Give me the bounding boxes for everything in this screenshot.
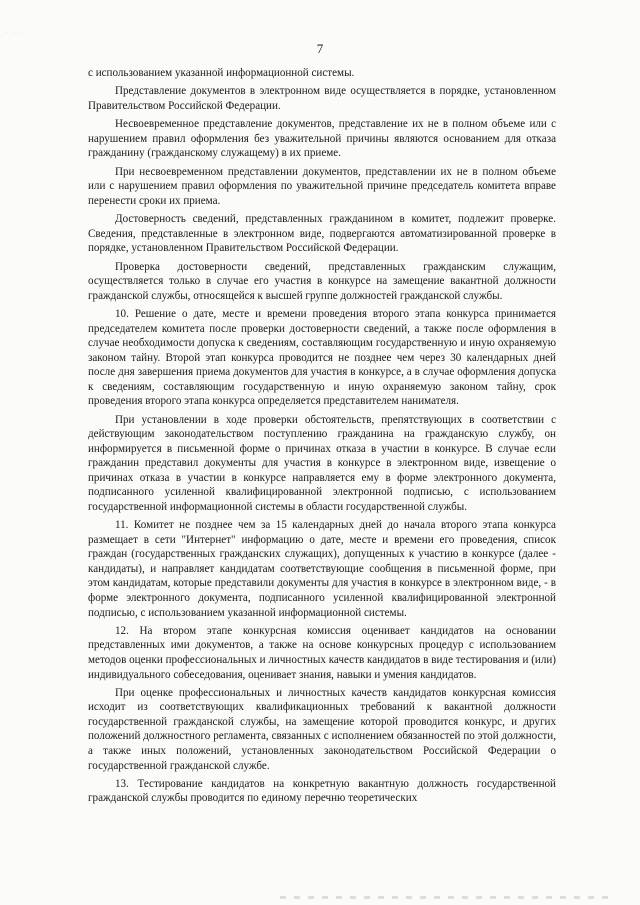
paragraph: При оценке профессиональных и личностных качеств кандидатов конкурсная комиссия исходит из соответствующих квалификационных требований к вакантной должности государственной гражданской службы, на замещение которой проводится конкурс, и других положений должностного регламента, связанных с исполнением обязанностей по этой должности, а также иных положений, установленных законодательством Российской Федерации о государственной гражданской службе. bbox=[88, 686, 556, 772]
paragraph: При несвоевременном представлении документов, представлении их не в полном объеме или с нарушением правил оформления по уважительной причине председатель комитета вправе перенести сроки их приема. bbox=[88, 165, 556, 207]
document-body bbox=[88, 66, 556, 810]
paragraph: Несвоевременное представление документов, представление их не в полном объеме или с нарушением правил оформления без уважительной причины являются основанием для отказа гражданину (гражданскому служащему) в их приеме. bbox=[88, 118, 556, 160]
paragraph: Проверка достоверности сведений, представленных гражданским служащим, осуществляется только в случае его участия в конкурсе на замещение вакантной должности гражданской службы, относящейся к высшей группе должностей гражданской службы. bbox=[88, 260, 556, 302]
page-number: 7 bbox=[316, 41, 324, 56]
paragraph: с использованием указанной информационной системы. bbox=[88, 67, 355, 79]
paragraph-item-13: 13. Тестирование кандидатов на конкретную вакантную должность государственной гражданской службы проводится по единому перечню теоретических bbox=[88, 777, 556, 805]
scan-artifact bbox=[280, 896, 610, 899]
paragraph: При установлении в ходе проверки обстоятельств, препятствующих в соответствии с действующим законодательством поступлению гражданина на гражданскую службу, он информируется в письменной форме о причинах отказа в участии в конкурсе. В случае если гражданин представил документы для участия в конкурсе в электронном виде, извещение о причинах отказа в участии в конкурсе направляется ему в форме электронного документа, подписанного усиленной квалифицированной электронной подписью, с использованием государственной информационной системы в области государственной службы. bbox=[88, 413, 556, 513]
paragraph-item-12: 12. На втором этапе конкурсная комиссия оценивает кандидатов на основании представленных ими документов, а также на основе конкурсных процедур с использованием методов оценки профессиональных и личностных качеств кандидатов в виде тестирования и (или) индивидуального собеседования, оценивает знания, навыки и умения кандидатов. bbox=[88, 624, 556, 681]
paragraph-item-10: 10. Решение о дате, месте и времени проведения второго этапа конкурса принимается председателем комитета после проверки достоверности сведений, а также после оформления в случае необходимости допуска к сведениям, составляющим государственную и иную охраняемую законом тайну. Второй этап конкурса проводится не позднее чем через 30 календарных дней после дня завершения приема документов для участия в конкурсе, а в случае оформления допуска к сведениям, составляющим государственную и иную охраняемую законом тайну, срок проведения второго этапа конкурса определяется представителем нанимателя. bbox=[88, 307, 556, 408]
paragraph: Достоверность сведений, представленных гражданином в комитет, подлежит проверке. Сведения, представленные в электронном виде, подвергаются автоматизированной проверке в порядке, установленном Правительством Российской Федерации. bbox=[88, 213, 556, 255]
paragraph-item-11: 11. Комитет не позднее чем за 15 календарных дней до начала второго этапа конкурса размещает в сети "Интернет" информацию о дате, месте и времени его проведения, список граждан (государственных гражданских служащих), допущенных к участию в конкурсе (далее - кандидаты), и направляет кандидатам соответствующие сообщения в письменной форме, при этом кандидатам, которые представили документы для участия в конкурсе в электронном виде, - в форме электронного документа, подписанного усиленной квалифицированной электронной подписью, с использованием указанной информационной системы. bbox=[88, 519, 556, 619]
paragraph: Представление документов в электронном виде осуществляется в порядке, установленном Правительством Российской Федерации. bbox=[88, 85, 556, 112]
scan-artifact: · · · bbox=[6, 30, 25, 36]
